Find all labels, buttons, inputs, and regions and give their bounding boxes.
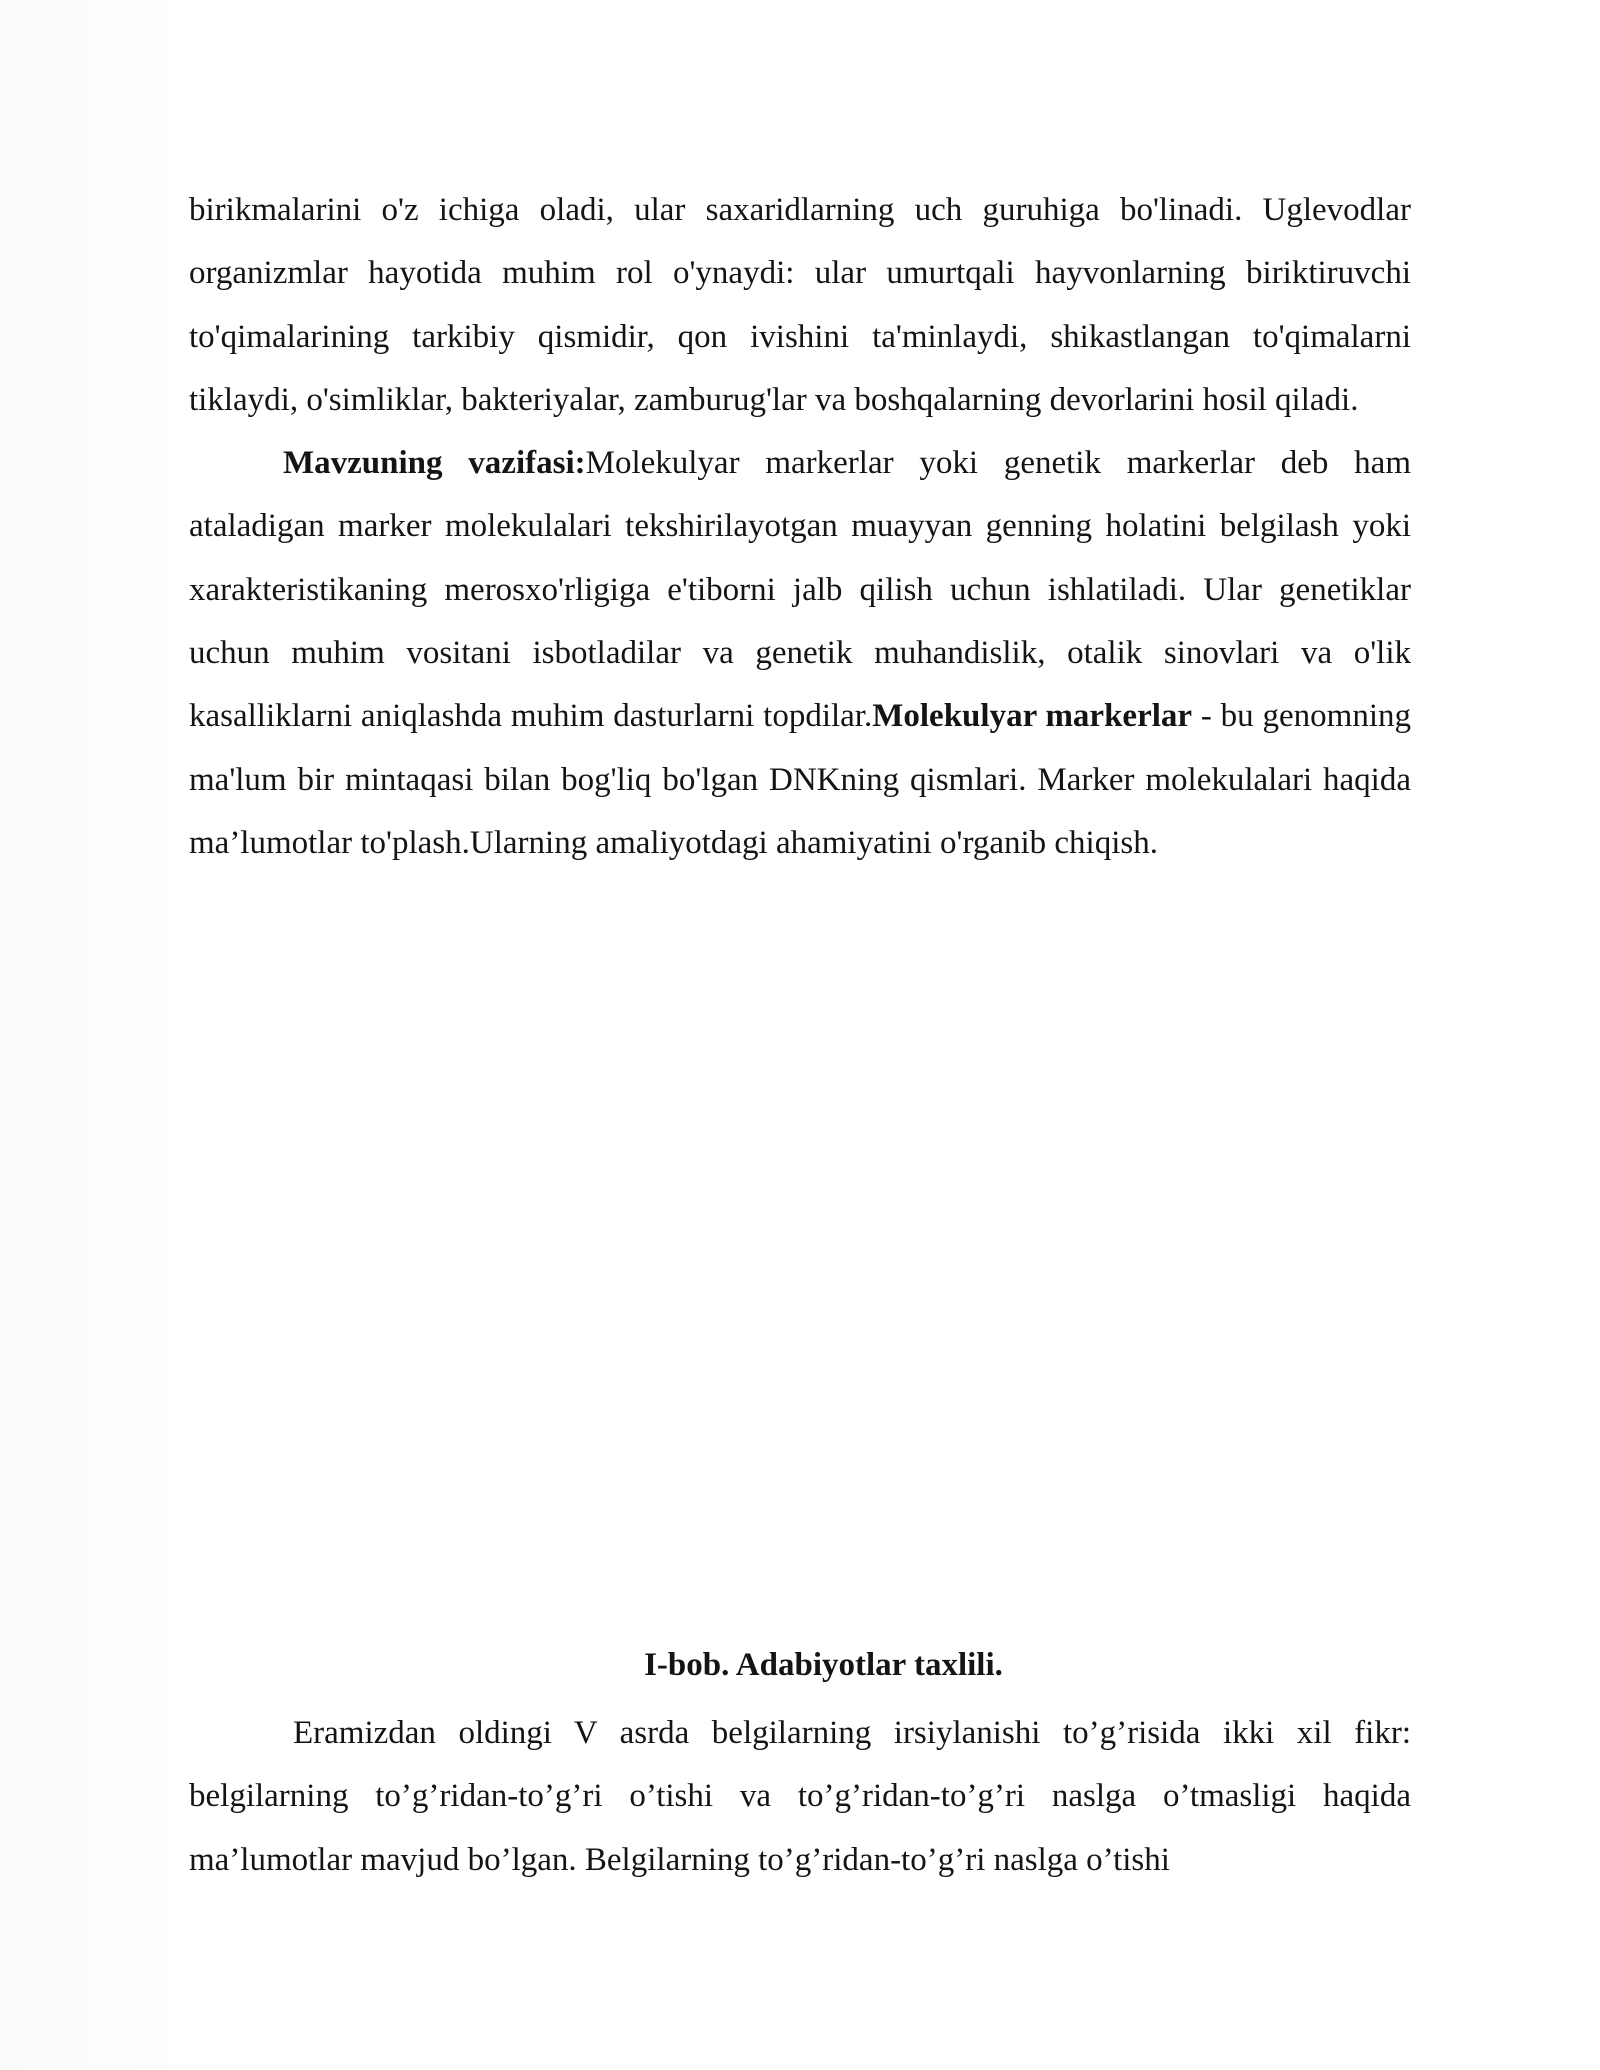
task-label: Mavzuning vazifasi: bbox=[283, 445, 586, 482]
term-molecular-markers: Molekulyar markerlar bbox=[872, 698, 1193, 735]
page-shade bbox=[0, 0, 172, 2070]
text-block-top bbox=[189, 179, 1411, 875]
task-text-1: Molekulyar markerlar yoki genetik markerlar deb ham ataladigan marker molekulalari tekshirilayotgan muayyan genning holatini belgilash yoki xarakteristikaning merosxo'rligiga e'tiborni jalb qilish uchun ishlatiladi. Ular genetiklar uchun muhim vositani isbotladilar va genetik muhandislik, otalik sinovlari va o'lik kasalliklarni aniqlashda muhim dasturlarni topdilar. bbox=[189, 445, 1411, 735]
chapter-heading: I-bob. Adabiyotlar taxlili. bbox=[644, 1647, 1003, 1683]
task-paragraph bbox=[189, 432, 1411, 875]
intro-paragraph: birikmalarini o'z ichiga oladi, ular saxaridlarning uch guruhiga bo'linadi. Uglevodlar organizmlar hayotida muhim rol o'ynaydi: ular umurtqali hayvonlarning biriktiruvchi to'qimalarining tarkibiy qismidir, qon ivishini ta'minlaydi, shikastlangan to'qimalarni tiklaydi, o'simliklar, bakteriyalar, zamburug'lar va boshqalarning devorlarini hosil qiladi. bbox=[189, 192, 1411, 418]
chapter-paragraph: Eramizdan oldingi V asrda belgilarning irsiylanishi to’g’risida ikki xil fikr: belgilarning to’g’ridan-to’g’ri o’tishi va to’g’ridan-to’g’ri naslga o’tmasligi haqida ma’lumotlar mavjud bo’lgan. Belgilarning to’g’ridan-to’g’ri naslga o’tishi bbox=[189, 1715, 1411, 1878]
task-text-2: - bu genomning ma'lum bir mintaqasi bilan bog'liq bo'lgan DNKning qismlari. Marker molekulalari haqida ma’lumotlar to'plash.Ularning amaliyotdagi ahamiyatini o'rganib chiqish. bbox=[189, 698, 1411, 861]
text-block-bottom bbox=[189, 1702, 1411, 1892]
